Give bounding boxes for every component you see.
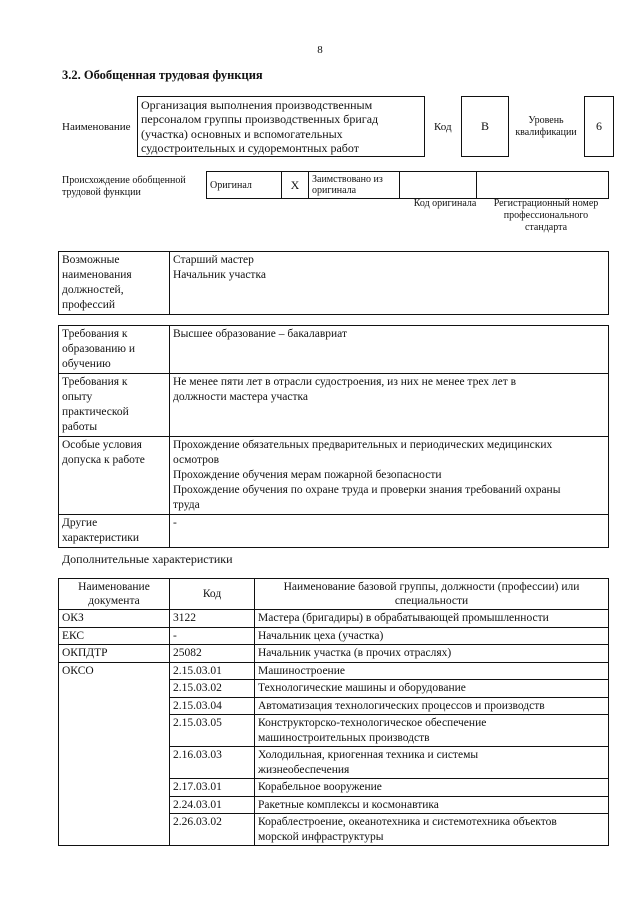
- header-doc: [59, 579, 170, 610]
- table-row: [59, 610, 609, 628]
- name-line: Конструкторско-технологическое обеспечение: [258, 717, 487, 729]
- requirement-label-line: характеристики: [62, 532, 140, 544]
- function-name-line: персоналом группы производственных бригад: [141, 112, 379, 127]
- reg-number-label-line: Регистрационный номер: [493, 198, 599, 209]
- requirement-label-line: обучению: [62, 358, 111, 370]
- origin-table: [206, 171, 609, 199]
- positions-label-line: Возможные: [62, 254, 120, 266]
- name-line: Мастера (бригадиры) в обрабатывающей промышленности: [258, 612, 549, 624]
- reg-number-cell: [477, 172, 609, 199]
- header-doc-line: Наименование: [78, 581, 150, 593]
- reg-number-label-line: профессионального: [503, 210, 589, 221]
- positions-label: [59, 252, 170, 315]
- name-line: Ракетные комплексы и космонавтика: [258, 798, 439, 811]
- position-name: Старший мастер: [173, 254, 254, 266]
- requirement-row: [59, 437, 609, 515]
- requirement-value: [170, 515, 609, 548]
- requirement-label-line: работы: [62, 421, 98, 433]
- requirement-value: [170, 374, 609, 437]
- name-line: Начальник цеха (участка): [258, 629, 384, 642]
- name-cell: [255, 747, 609, 779]
- table-row: [59, 645, 609, 663]
- additional-header-row: [59, 579, 609, 610]
- table-row: [59, 627, 609, 645]
- code-cell: 2.17.03.01: [170, 779, 255, 797]
- name-line: жизнеобеспечения: [258, 763, 350, 776]
- header-name-line: специальности: [394, 595, 469, 607]
- origin-label-line: Происхождение обобщенной: [62, 175, 186, 186]
- name-cell: [255, 715, 609, 747]
- requirement-label-line: образованию и: [62, 343, 135, 355]
- requirement-label-line: практической: [62, 406, 129, 418]
- level-label: [512, 115, 580, 139]
- requirement-value-line: осмотров: [173, 454, 220, 466]
- code-value: B: [461, 96, 509, 157]
- level-label-line: Уровень: [528, 115, 564, 126]
- requirement-label: [59, 326, 170, 374]
- code-cell: 2.15.03.01: [170, 662, 255, 680]
- requirement-value-line: труда: [173, 499, 200, 511]
- requirement-label-line: Особые условия: [62, 439, 142, 451]
- origin-label: [62, 175, 186, 199]
- name-line: Автоматизация технологических процессов и производств: [258, 699, 545, 712]
- positions-label-line: наименования: [62, 269, 132, 281]
- code-cell: 2.16.03.03: [170, 747, 255, 779]
- reg-number-label: [484, 198, 608, 234]
- requirement-value-line: -: [173, 517, 177, 529]
- name-line: машиностроительных производств: [258, 731, 430, 744]
- requirement-label-line: опыту: [62, 391, 93, 403]
- original-label: Оригинал: [207, 172, 282, 199]
- name-line: морской инфраструктуры: [258, 830, 384, 843]
- code-cell: 2.15.03.05: [170, 715, 255, 747]
- name-line: Кораблестроение, океанотехника и системотехника объектов: [258, 816, 557, 828]
- name-cell: [255, 645, 609, 663]
- section-title: 3.2. Обобщенная трудовая функция: [62, 68, 263, 82]
- name-line: Начальник участка (в прочих отраслях): [258, 647, 452, 659]
- reg-number-label-line: стандарта: [524, 222, 568, 233]
- page-number: 8: [317, 44, 323, 56]
- function-name-box: [137, 96, 425, 157]
- requirement-value-line: Прохождение обучения мерам пожарной безопасности: [173, 469, 442, 481]
- level-value: 6: [584, 96, 614, 157]
- requirement-label: [59, 515, 170, 548]
- requirement-label: [59, 374, 170, 437]
- requirement-value-line: Прохождение обучения по охране труда и проверки знания требований охраны: [173, 484, 561, 496]
- original-mark: X: [282, 172, 309, 199]
- doc-cell: ОКЗ: [59, 610, 170, 628]
- code-cell: 3122: [170, 610, 255, 628]
- name-cell: [255, 779, 609, 797]
- doc-cell: ЕКС: [59, 627, 170, 645]
- code-cell: -: [170, 627, 255, 645]
- code-cell: 2.24.03.01: [170, 796, 255, 814]
- name-line: Технологические машины и оборудование: [258, 682, 466, 694]
- header-doc-line: документа: [88, 595, 140, 607]
- header-name-line: Наименование базовой группы, должности (профессии) или: [283, 581, 580, 593]
- additional-title: Дополнительные характеристики: [62, 552, 233, 566]
- code-cell: 2.15.03.04: [170, 697, 255, 715]
- name-cell: [255, 697, 609, 715]
- name-cell: [255, 796, 609, 814]
- additional-table: [58, 578, 609, 846]
- code-original-cell: [400, 172, 477, 199]
- function-name-line: (участка) основных и вспомогательных: [141, 126, 343, 141]
- borrowed-label-line: оригинала: [312, 185, 357, 196]
- position-name: Начальник участка: [173, 269, 266, 281]
- code-cell: 2.15.03.02: [170, 680, 255, 698]
- requirement-row: [59, 374, 609, 437]
- name-line: Корабельное вооружение: [258, 781, 382, 793]
- requirement-value-line: Не менее пяти лет в отрасли судостроения, из них не менее трех лет в: [173, 376, 517, 388]
- name-cell: [255, 680, 609, 698]
- function-name-line: судостроительных и судоремонтных работ: [141, 141, 359, 156]
- doc-cell: ОКПДТР: [59, 645, 170, 663]
- requirement-value-line: должности мастера участка: [173, 391, 309, 403]
- level-label-line: квалификации: [515, 127, 577, 138]
- requirement-label-line: Другие: [62, 517, 98, 529]
- borrowed-label-line: Заимствовано из: [312, 174, 383, 185]
- name-line: Машиностроение: [258, 664, 345, 677]
- name-cell: [255, 627, 609, 645]
- requirements-table: [58, 325, 609, 548]
- positions-label-line: должностей,: [62, 284, 124, 296]
- code-original-label: Код оригинала: [413, 198, 477, 209]
- requirement-label-line: Требования к: [62, 328, 128, 340]
- requirement-value: [170, 326, 609, 374]
- positions-values: [170, 252, 609, 315]
- code-label: Код: [434, 121, 452, 133]
- header-code: Код: [170, 579, 255, 610]
- header-name: [255, 579, 609, 610]
- doc-cell: ОКСО: [59, 662, 170, 846]
- requirement-row: [59, 326, 609, 374]
- name-label: Наименование: [62, 121, 131, 133]
- borrowed-label: [309, 172, 400, 199]
- function-name-line: Организация выполнения производственным: [141, 98, 373, 112]
- requirement-value: [170, 437, 609, 515]
- table-row: [59, 662, 609, 680]
- code-cell: 25082: [170, 645, 255, 663]
- requirement-value-line: Высшее образование – бакалавриат: [173, 328, 347, 340]
- name-line: Холодильная, криогенная техника и системы: [258, 749, 479, 761]
- name-cell: [255, 662, 609, 680]
- requirement-label: [59, 437, 170, 515]
- positions-label-line: профессий: [62, 299, 116, 311]
- requirement-row: [59, 515, 609, 548]
- origin-label-line: трудовой функции: [62, 187, 141, 198]
- requirement-value-line: Прохождение обязательных предварительных и периодических медицинских: [173, 439, 553, 451]
- requirement-label-line: Требования к: [62, 376, 128, 388]
- name-cell: [255, 610, 609, 628]
- requirement-label-line: допуска к работе: [62, 454, 145, 466]
- positions-table: [58, 251, 609, 315]
- code-cell: 2.26.03.02: [170, 814, 255, 846]
- name-cell: [255, 814, 609, 846]
